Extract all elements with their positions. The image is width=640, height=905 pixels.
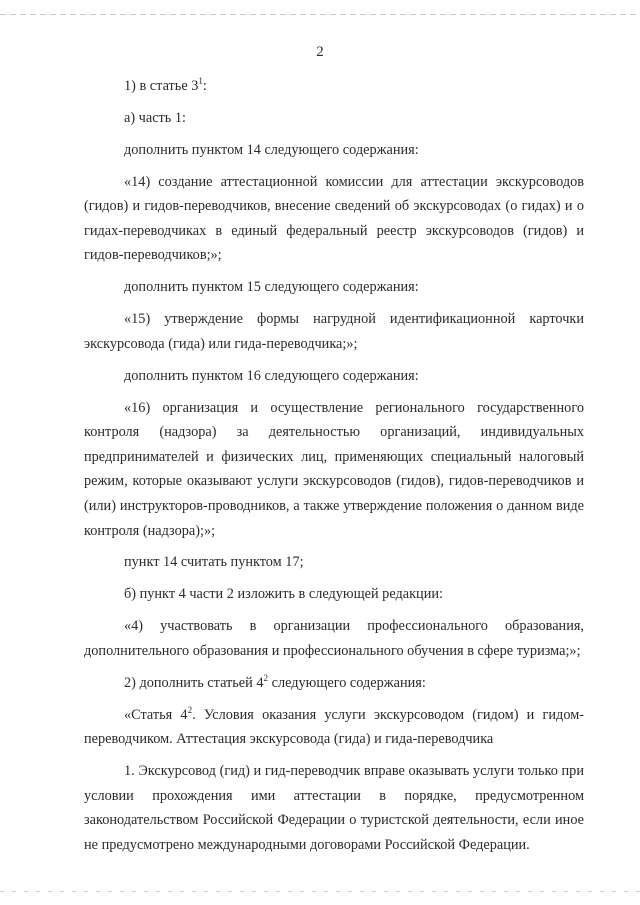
document-body xyxy=(84,74,584,865)
paragraph-text: : xyxy=(202,78,207,94)
paragraph-part-1: а) часть 1: xyxy=(124,109,187,126)
scan-edge-top xyxy=(0,14,640,15)
paragraph-add-article-4-2 xyxy=(124,671,584,696)
paragraph-article-3-1 xyxy=(124,74,584,99)
paragraph-text: следующего содержания: xyxy=(268,674,426,691)
paragraph-item-4-text: «4) участвовать в организации профессионального образования, дополнительного образования и профессионального обучения в сфере туризма;»; xyxy=(84,618,584,659)
superscript: 2 xyxy=(263,672,269,683)
paragraph-article-4-2-part-1: 1. Экскурсовод (гид) и гид-переводчик вправе оказывать услуги только при условии прохождения ими аттестации в порядке, предусмотренном законодательством Российской Федерации о туристской деятельности, если иное не предусмотрено международными договорами Российской Федерации. xyxy=(84,763,584,853)
paragraph-add-item-16: дополнить пунктом 16 следующего содержания: xyxy=(124,367,419,384)
superscript: 1 xyxy=(198,76,203,86)
paragraph-part-2-item-4: б) пункт 4 части 2 изложить в следующей редакции: xyxy=(124,586,443,603)
paragraph-text: 2) дополнить статьей 4 xyxy=(124,674,264,691)
paragraph-item-14-text: «14) создание аттестационной комиссии для аттестации экскурсоводов (гидов) и гидов-переводчиков, внесение сведений об экскурсоводах (о гидах) и о гидах-переводчиках в единый федеральный реестр экскурсоводов (гидов) и гидов-переводчиков;»; xyxy=(84,173,584,264)
paragraph-text: . Условия оказания услуги экскурсоводом (гидом) и гидом-переводчиком. Аттестация экскурсовода (гида) и гида-переводчика xyxy=(84,706,584,748)
superscript: 2 xyxy=(187,704,193,715)
paragraph-text: «Статья 4 xyxy=(124,706,188,723)
paragraph-renumber: пункт 14 считать пунктом 17; xyxy=(124,554,304,571)
page-number: 2 xyxy=(316,44,324,60)
paragraph-item-15-text: «15) утверждение формы нагрудной идентификационной карточки экскурсовода (гида) или гида-переводчика;»; xyxy=(84,311,584,352)
paragraph-item-16-text: «16) организация и осуществление регионального государственного контроля (надзора) за деятельностью организаций, индивидуальных предпринимателей и физических лиц, применяющих специальный налоговый режим, которые оказывают услуги экскурсоводов (гидов), гидов-переводчиков и (или) инструкторов-проводников, а также утверждение положения о данном виде контроля (надзора);»; xyxy=(84,399,584,539)
scan-edge-bottom xyxy=(0,891,640,892)
paragraph-text: 1) в статье 3 xyxy=(124,78,199,94)
paragraph-article-4-2-title xyxy=(84,703,584,752)
paragraph-add-item-15: дополнить пунктом 15 следующего содержания: xyxy=(124,279,419,296)
paragraph-add-item-14: дополнить пунктом 14 следующего содержания: xyxy=(124,141,419,158)
